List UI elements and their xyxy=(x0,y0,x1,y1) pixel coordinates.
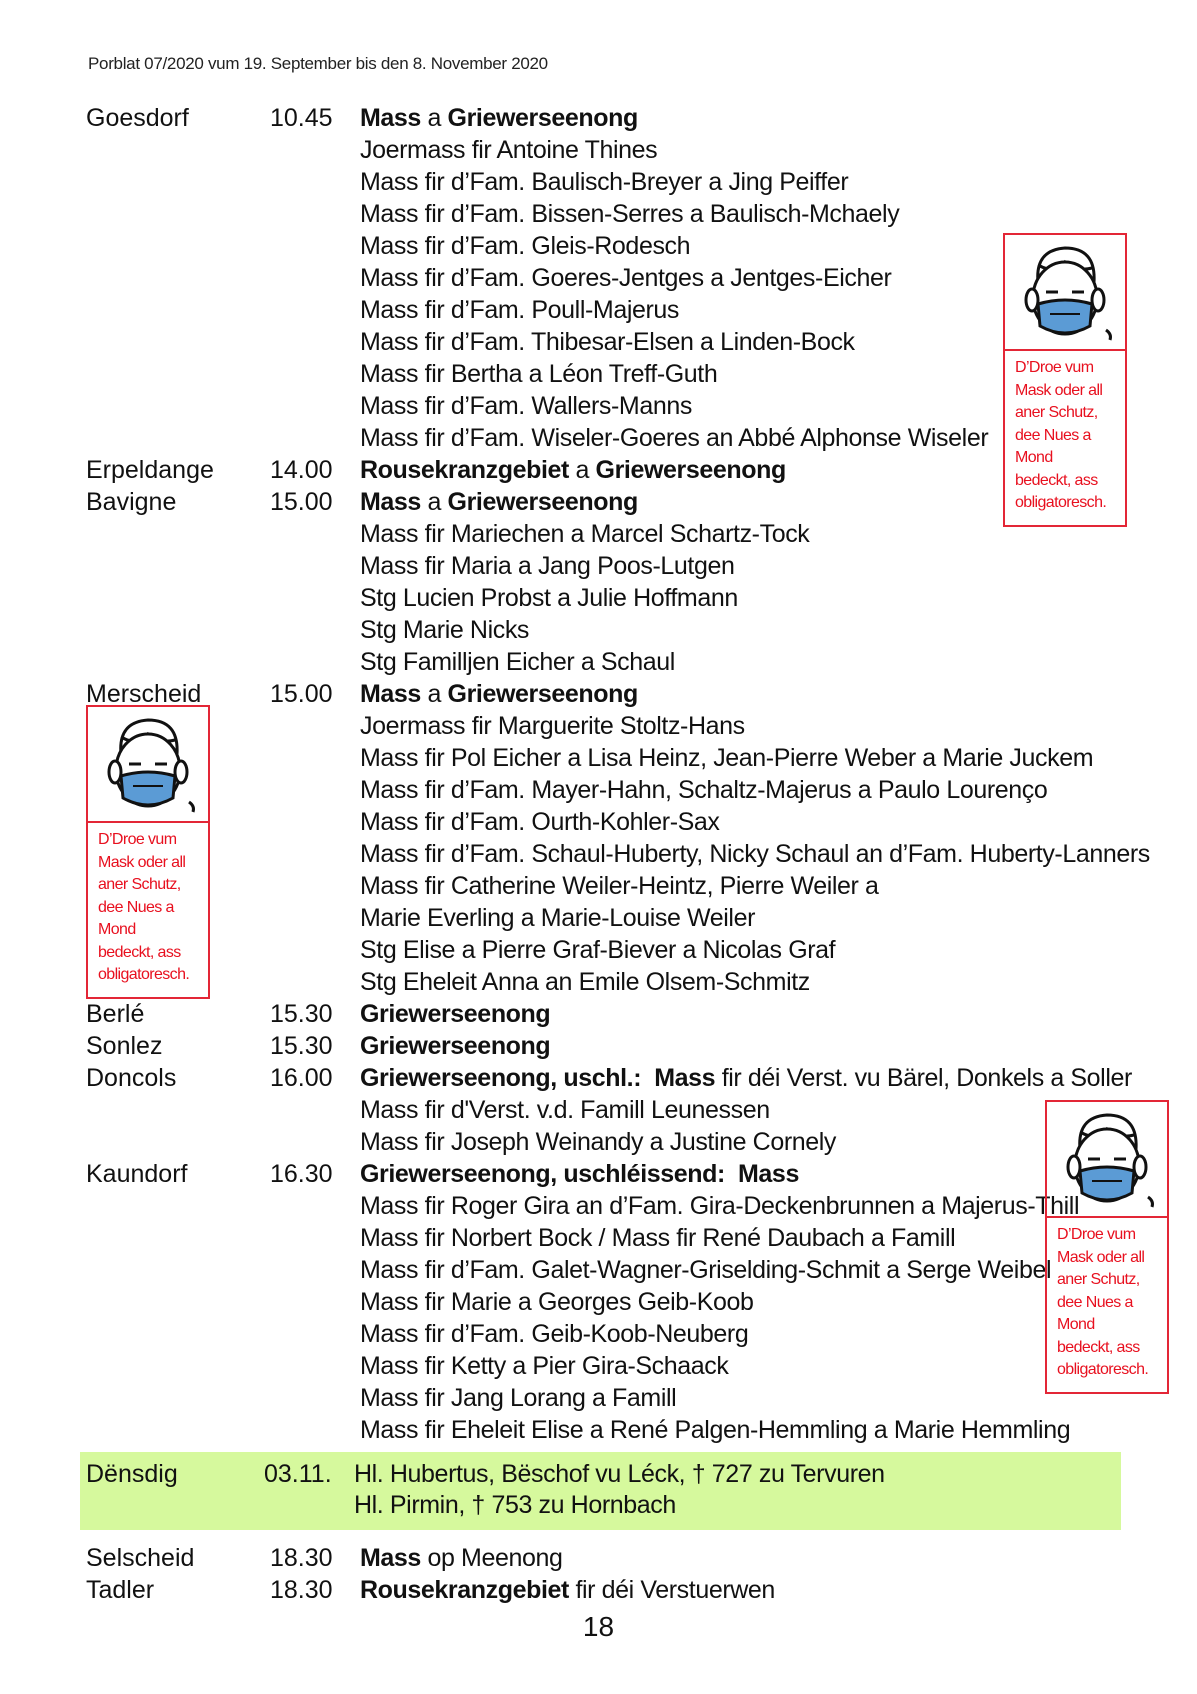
service-time: 15.30 xyxy=(270,1032,333,1060)
mask-notice-text: D’Droe vum Mask oder all aner Schutz, dee Nues a Mond bedeckt, ass obligatoresch. xyxy=(1015,359,1107,511)
place-name: Sonlez xyxy=(86,1032,163,1060)
face-mask-icon xyxy=(88,707,208,823)
intention-line: Mass fir d’Fam. Schaul-Huberty, Nicky Schaul an d’Fam. Huberty-Lanners xyxy=(360,840,1150,868)
intention-line: Mass fir Bertha a Léon Treff-Guth xyxy=(360,360,718,388)
intention-line: Stg Eheleit Anna an Emile Olsem-Schmitz xyxy=(360,968,810,996)
intention-line: Marie Everling a Marie-Louise Weiler xyxy=(360,904,756,932)
service-time: 15.00 xyxy=(270,680,333,708)
schedule-entry-goesdorf: Goesdorf 10.45 Mass a Griewerseenong Joermass fir Antoine Thines Mass fir d’Fam. Baulisch-Breyer a Jing Peiffer Mass fir d’Fam. Bissen-Serres a Baulisch-Mchaely Mass fir d’Fam. Gleis-Rodesch Mass fir d’Fam. Goeres-Jentges a Jentges-Eicher Mass fir d’Fam. Poull-Majerus Mass fir d’Fam. Thibesar-Elsen a Linden-Bock Mass fir Bertha a Léon Treff-Guth Mass fir d’Fam. Wallers-Manns Mass fir d’Fam. Wiseler-Goeres an Abbé Alphonse Wiseler xyxy=(86,104,989,452)
service-time: 15.30 xyxy=(270,1000,333,1028)
place-name: Doncols xyxy=(86,1064,177,1092)
place-name: Selscheid xyxy=(86,1544,195,1572)
intention-line: Joermass fir Antoine Thines xyxy=(360,136,658,164)
place-name: Goesdorf xyxy=(86,104,189,132)
day-date: 03.11. xyxy=(264,1460,332,1488)
intention-line: Mass fir d’Fam. Gleis-Rodesch xyxy=(360,232,691,260)
intention-line: Mass fir d’Fam. Goeres-Jentges a Jentges-Eicher xyxy=(360,264,892,292)
place-name: Tadler xyxy=(86,1576,155,1604)
page-number: 18 xyxy=(582,1611,615,1642)
intention-line: Mass fir Roger Gira an d’Fam. Gira-Deckenbrunnen a Majerus-Thill xyxy=(360,1192,1080,1220)
face-mask-icon xyxy=(1005,235,1125,351)
weekday-name: Dënsdig xyxy=(86,1460,178,1488)
mask-notice-text: D’Droe vum Mask oder all aner Schutz, dee Nues a Mond bedeckt, ass obligatoresch. xyxy=(1057,1226,1149,1378)
schedule-entry-kaundorf xyxy=(86,1158,1166,1446)
schedule-entry-erpeldange: Erpeldange 14.00 Rousekranzgebiet a Griewerseenong xyxy=(86,456,786,484)
place-name: Berlé xyxy=(86,1000,145,1028)
service-type: Mass xyxy=(360,104,421,132)
intention-line: Mass fir Jang Lorang a Famill xyxy=(360,1384,677,1412)
service-type: Griewerseenong xyxy=(360,1000,551,1028)
service-time: 18.30 xyxy=(270,1576,333,1604)
schedule-entry-sonlez xyxy=(86,1030,1166,1062)
intention-line: Mass fir Joseph Weinandy a Justine Cornely xyxy=(360,1128,837,1156)
intention-line: Mass fir d’Fam. Wiseler-Goeres an Abbé Alphonse Wiseler xyxy=(360,424,989,452)
intention-line: Mass fir Ketty a Pier Gira-Schaack xyxy=(360,1352,729,1380)
intention-line: Mass fir Mariechen a Marcel Schartz-Tock xyxy=(360,520,810,548)
service-type: Griewerseenong, uschl.: Mass xyxy=(360,1064,716,1092)
mask-notice-text: D’Droe vum Mask oder all aner Schutz, dee Nues a Mond bedeckt, ass obligatoresch. xyxy=(98,831,190,983)
place-name: Bavigne xyxy=(86,488,177,516)
service-time: 15.00 xyxy=(270,488,333,516)
intention-line: Joermass fir Marguerite Stoltz-Hans xyxy=(360,712,745,740)
schedule-entry-berle xyxy=(86,998,1166,1030)
intention-line: Mass fir d’Fam. Galet-Wagner-Griselding-Schmit a Serge Weibel xyxy=(360,1256,1052,1284)
service-type: Griewerseenong xyxy=(360,1032,551,1060)
intention-line: Mass fir d’Fam. Wallers-Manns xyxy=(360,392,692,420)
mask-notice xyxy=(86,705,210,999)
service-type: Rousekranzgebiet xyxy=(360,456,569,484)
service-time: 18.30 xyxy=(270,1544,333,1572)
service-type: Griewerseenong, uschléissend: Mass xyxy=(360,1160,799,1188)
intention-line: Mass fir d’Fam. Baulisch-Breyer a Jing Peiffer xyxy=(360,168,849,196)
place-name: Merscheid xyxy=(86,680,202,708)
intention-line: Mass fir Pol Eicher a Lisa Heinz, Jean-Pierre Weber a Marie Juckem xyxy=(360,744,1094,772)
intention-line: Stg Marie Nicks xyxy=(360,616,530,644)
service-time: 16.00 xyxy=(270,1064,333,1092)
intention-line: Mass fir Maria a Jang Poos-Lutgen xyxy=(360,552,735,580)
saint-line: Hl. Hubertus, Bëschof vu Léck, † 727 zu Tervuren xyxy=(354,1460,885,1488)
intention-line: Mass fir Marie a Georges Geib-Koob xyxy=(360,1288,754,1316)
intention-line: Mass fir d’Fam. Bissen-Serres a Baulisch-Mchaely xyxy=(360,200,900,228)
schedule-entry-selscheid: Selscheid 18.30 Mass op Meenong xyxy=(86,1544,563,1572)
service-time: 14.00 xyxy=(270,456,333,484)
service-type: Mass xyxy=(360,680,421,708)
schedule-entry-merscheid: Merscheid 15.00 Mass a Griewerseenong Joermass fir Marguerite Stoltz-Hans Mass fir Pol Eicher a Lisa Heinz, Jean-Pierre Weber a Marie Juckem Mass fir d’Fam. Mayer-Hahn, Schaltz-Majerus a Paulo Lourenço Mass fir d’Fam. Ourth-Kohler-Sax Mass fir d’Fam. Schaul-Huberty, Nicky Schaul an d’Fam. Huberty-Lanners Mass fir Catherine Weiler-Heintz, Pierre Weiler a Marie Everling a Marie-Louise Weiler Stg Elise a Pierre Graf-Biever a Nicolas Graf Stg Eheleit Anna an Emile Olsem-Schmitz xyxy=(86,680,1150,996)
intention-line: Mass fir d’Fam. Ourth-Kohler-Sax xyxy=(360,808,720,836)
schedule-entry-bavigne: Bavigne 15.00 Mass a Griewerseenong Mass fir Mariechen a Marcel Schartz-Tock Mass fir Maria a Jang Poos-Lutgen Stg Lucien Probst a Julie Hoffmann Stg Marie Nicks Stg Familljen Eicher a Schaul xyxy=(86,488,810,676)
intention-line: Mass fir d’Fam. Poull-Majerus xyxy=(360,296,680,324)
intention-line: Mass fir Eheleit Elise a René Palgen-Hemmling a Marie Hemmling xyxy=(360,1416,1071,1444)
schedule-entry-tadler: Tadler 18.30 Rousekranzgebiet fir déi Verstuerwen xyxy=(86,1576,775,1604)
intention-line: Stg Familljen Eicher a Schaul xyxy=(360,648,675,676)
page-header: Porblat 07/2020 vum 19. September bis den 8. November 2020 xyxy=(88,54,548,73)
service-time: 16.30 xyxy=(270,1160,333,1188)
intention-line: Stg Elise a Pierre Graf-Biever a Nicolas Graf xyxy=(360,936,836,964)
service-time: 10.45 xyxy=(270,104,333,132)
service-type: Mass xyxy=(360,488,421,516)
saint-line: Hl. Pirmin, † 753 zu Hornbach xyxy=(354,1491,676,1519)
mask-notice xyxy=(1003,233,1127,527)
intention-line: Mass fir Catherine Weiler-Heintz, Pierre Weiler a xyxy=(360,872,879,900)
intention-line: Mass fir d'Verst. v.d. Famill Leunessen xyxy=(360,1096,770,1124)
mask-notice xyxy=(1045,1100,1169,1394)
intention-line: Mass fir d’Fam. Geib-Koob-Neuberg xyxy=(360,1320,749,1348)
face-mask-icon xyxy=(1047,1102,1167,1218)
intention-line: Mass fir d’Fam. Thibesar-Elsen a Linden-Bock xyxy=(360,328,855,356)
service-type: Rousekranzgebiet xyxy=(360,1576,569,1604)
feast-day-box xyxy=(80,1452,1121,1530)
place-name: Kaundorf xyxy=(86,1160,188,1188)
schedule-entry-doncols: Doncols 16.00 Griewerseenong, uschl.: Mass fir déi Verst. vu Bärel, Donkels a Soller Mass fir d'Verst. v.d. Famill Leunessen Mass fir Joseph Weinandy a Justine Cornely xyxy=(86,1064,1132,1156)
place-name: Erpeldange xyxy=(86,456,214,484)
intention-line: Stg Lucien Probst a Julie Hoffmann xyxy=(360,584,738,612)
intention-line: Mass fir d’Fam. Mayer-Hahn, Schaltz-Majerus a Paulo Lourenço xyxy=(360,776,1048,804)
service-type: Mass xyxy=(360,1544,421,1572)
intention-line: Mass fir Norbert Bock / Mass fir René Daubach a Famill xyxy=(360,1224,956,1252)
